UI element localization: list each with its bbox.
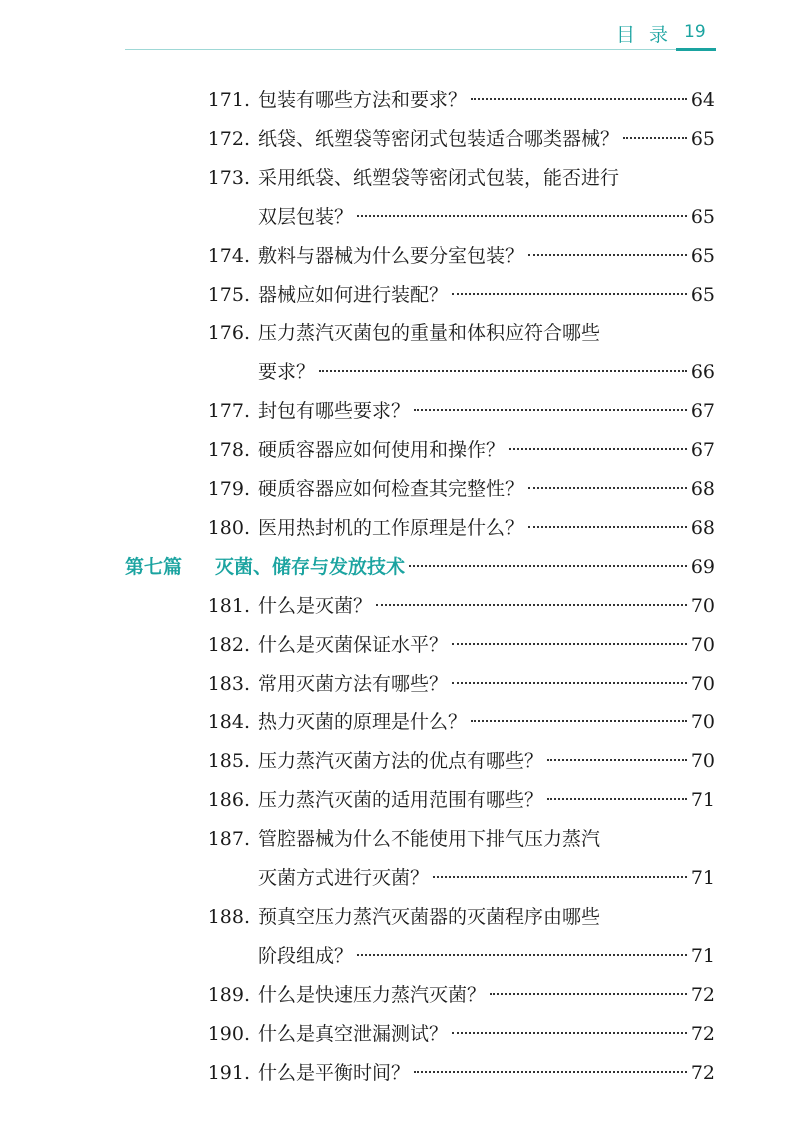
- toc-entry-title: 医用热封机的工作原理是什么？: [258, 516, 525, 539]
- toc-entry-title-continued: 双层包装？: [258, 205, 354, 228]
- toc-entry-page: 70: [690, 672, 715, 695]
- toc-entry-page: 65: [690, 205, 715, 228]
- toc-entry-page: 71: [690, 867, 715, 889]
- leader-dots: [471, 98, 687, 100]
- toc-entry-number: 176.: [207, 322, 250, 345]
- toc-entry-number: 173.: [207, 166, 250, 189]
- toc-entry-number: 179.: [207, 478, 250, 500]
- toc-entry-title: 包装有哪些方法和要求？: [258, 89, 468, 111]
- toc-entry-line: [195, 1020, 715, 1048]
- toc-entry-title-continued: 要求？: [258, 361, 316, 384]
- toc-entry-line: [195, 436, 715, 464]
- toc-entry-line: [195, 86, 715, 114]
- toc-entry-line-continued: [258, 864, 715, 892]
- section-title: 灭菌、储存与发放技术: [215, 555, 406, 578]
- toc-entry-page: 64: [690, 89, 715, 111]
- section-page: 69: [690, 555, 715, 578]
- header-title: 目录: [615, 24, 682, 46]
- toc-entry-page: 72: [690, 1061, 715, 1084]
- toc-entry-title: 硬质容器应如何使用和操作？: [258, 439, 506, 462]
- toc-entry-line: [195, 981, 715, 1009]
- toc-entry-number: 186.: [207, 789, 250, 812]
- toc-entry-page: 65: [690, 127, 715, 150]
- leader-dots: [376, 604, 687, 606]
- toc-entry-line: [195, 125, 715, 153]
- header-rule: [125, 49, 715, 50]
- toc-entry-title: 器械应如何进行装配？: [258, 283, 449, 306]
- toc-entry-line: [195, 631, 715, 659]
- toc-entry-line: [195, 475, 715, 503]
- toc-entry-number: 172.: [207, 127, 250, 150]
- toc-entry-line-continued: [258, 358, 715, 386]
- toc-entry-line: [195, 319, 715, 347]
- toc-entry-title: 什么是灭菌？: [258, 594, 373, 617]
- leader-dots: [452, 1032, 687, 1034]
- toc-entry-title-continued: 灭菌方式进行灭菌？: [258, 867, 430, 889]
- toc-entry-page: 72: [690, 1022, 715, 1045]
- toc-entry-title-continued: 阶段组成？: [258, 944, 354, 967]
- leader-dots: [452, 643, 687, 645]
- toc-entry-page: 70: [690, 594, 715, 617]
- leader-dots: [490, 993, 687, 995]
- leader-dots: [452, 682, 687, 684]
- toc-entry-page: 70: [690, 750, 715, 773]
- toc-entry-title: 常用灭菌方法有哪些？: [258, 672, 449, 695]
- leader-dots: [528, 254, 687, 256]
- toc-entry-title: 封包有哪些要求？: [258, 400, 411, 423]
- toc-entry-line: [195, 164, 715, 192]
- toc-entry-title: 敷料与器械为什么要分室包装？: [258, 244, 525, 267]
- toc-entry-line: [195, 514, 715, 542]
- leader-dots: [528, 526, 687, 528]
- toc-entry-number: 190.: [207, 1022, 250, 1045]
- toc-entry-page: 65: [690, 283, 715, 306]
- toc-entry-page: 71: [690, 789, 715, 812]
- header-rule-accent: [676, 48, 716, 51]
- toc-entry-number: 183.: [207, 672, 250, 695]
- toc-entry-number: 181.: [207, 594, 250, 617]
- toc-entry-page: 70: [690, 633, 715, 656]
- toc-entry-line: [195, 825, 715, 853]
- toc-entry-title: 预真空压力蒸汽灭菌器的灭菌程序由哪些: [258, 905, 601, 928]
- leader-dots: [357, 215, 687, 217]
- toc-entry-number: 189.: [207, 983, 250, 1006]
- toc-entry-number: 175.: [207, 283, 250, 306]
- toc-entry-title: 压力蒸汽灭菌的适用范围有哪些？: [258, 789, 544, 812]
- section-heading[interactable]: [125, 553, 715, 581]
- toc-entry-page: 67: [690, 439, 715, 462]
- toc-entry-line: [195, 397, 715, 425]
- leader-dots: [509, 448, 687, 450]
- leader-dots: [547, 759, 687, 761]
- toc-entry-title: 什么是快速压力蒸汽灭菌？: [258, 983, 487, 1006]
- toc-entry-number: 177.: [207, 400, 250, 423]
- toc-entry-number: 174.: [207, 244, 250, 267]
- leader-dots: [409, 565, 687, 567]
- toc-entry-number: 184.: [207, 711, 250, 734]
- toc-entry-number: 171.: [207, 89, 250, 111]
- toc-entry-line-continued: [258, 942, 715, 970]
- toc-entry-line: [195, 1059, 715, 1087]
- toc-entry-line: [195, 708, 715, 736]
- leader-dots: [471, 720, 687, 722]
- toc-entry-number: 185.: [207, 750, 250, 773]
- toc-entry-page: 66: [690, 361, 715, 384]
- toc-entry-title: 采用纸袋、纸塑袋等密闭式包装，能否进行: [258, 166, 620, 189]
- toc-entry-page: 71: [690, 944, 715, 967]
- toc-entry-title: 压力蒸汽灭菌方法的优点有哪些？: [258, 750, 544, 773]
- toc-entry-title: 什么是真空泄漏测试？: [258, 1022, 449, 1045]
- section-part-label: 第七篇: [125, 555, 183, 578]
- leader-dots: [452, 293, 687, 295]
- toc-entry-page: 70: [690, 711, 715, 734]
- toc-entry-title: 热力灭菌的原理是什么？: [258, 711, 468, 734]
- toc-entry-title: 什么是平衡时间？: [258, 1061, 411, 1084]
- toc-entry-line-continued: [258, 203, 715, 231]
- leader-dots: [414, 409, 687, 411]
- header-page-number: 19: [684, 22, 706, 42]
- toc-entry-line: [195, 903, 715, 931]
- toc-entry-number: 180.: [207, 516, 250, 539]
- toc-entry-title: 压力蒸汽灭菌包的重量和体积应符合哪些: [258, 322, 601, 345]
- leader-dots: [433, 876, 687, 878]
- toc-entry-title: 硬质容器应如何检查其完整性？: [258, 478, 525, 500]
- leader-dots: [414, 1071, 687, 1073]
- toc-entry-number: 191.: [207, 1061, 250, 1084]
- toc-entry-line: [195, 747, 715, 775]
- toc-entry-title: 纸袋、纸塑袋等密闭式包装适合哪类器械？: [258, 127, 620, 150]
- leader-dots: [319, 370, 687, 372]
- toc-entry-page: 68: [690, 478, 715, 500]
- toc-entry-line: [195, 281, 715, 309]
- leader-dots: [528, 487, 687, 489]
- toc-entry-line: [195, 670, 715, 698]
- toc-entry-page: 67: [690, 400, 715, 423]
- toc-entry-line: [195, 786, 715, 814]
- leader-dots: [623, 137, 687, 139]
- toc-entry-page: 72: [690, 983, 715, 1006]
- leader-dots: [547, 798, 687, 800]
- toc-entry-title: 管腔器械为什么不能使用下排气压力蒸汽: [258, 828, 601, 851]
- toc-entry-title: 什么是灭菌保证水平？: [258, 633, 449, 656]
- page-header: [0, 0, 800, 56]
- leader-dots: [357, 954, 687, 956]
- toc-entry-line: [195, 242, 715, 270]
- toc-entry-page: 65: [690, 244, 715, 267]
- toc-entry-number: 187.: [207, 828, 250, 851]
- toc-entry-number: 178.: [207, 439, 250, 462]
- toc-entry-number: 188.: [207, 905, 250, 928]
- toc-entry-page: 68: [690, 516, 715, 539]
- toc-entry-line: [195, 592, 715, 620]
- toc-entry-number: 182.: [207, 633, 250, 656]
